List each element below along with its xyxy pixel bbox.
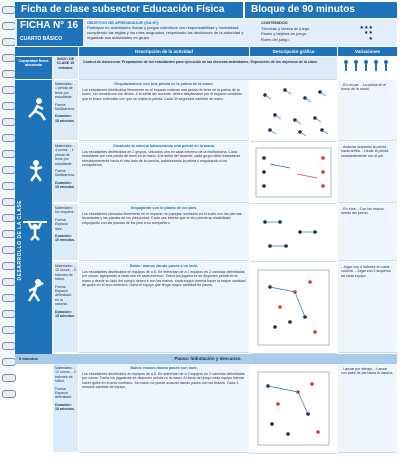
spiral-ring — [2, 294, 16, 302]
activity-text: Los estudiantes distribuidos libremente en el espacio realizan una pelota de tenis en la palma de la mano, sin tomarla con los dedos. A la señal del docente, deben desplazarse por el espacio cuidando que el brazo extendido con que se sujeta la pelota. Cada 30 segundos cambiar de mano. — [82, 88, 243, 101]
activity-variations-cell — [338, 364, 397, 453]
activity-diagram — [250, 262, 337, 353]
capacity-label: Capacidad física abordada — [18, 59, 49, 67]
court-outline — [256, 148, 331, 197]
activity-meta-cell — [53, 80, 78, 141]
activity-meta-cell — [53, 204, 78, 261]
spiral-ring — [2, 326, 16, 334]
player-marker — [262, 170, 266, 174]
spiral-ring — [2, 310, 16, 318]
spiral-ring — [2, 214, 16, 222]
player-marker — [313, 230, 317, 234]
content-label: Roles del juego. — [261, 36, 290, 42]
column-header-graphic: Descripción gráfica — [250, 47, 337, 56]
course-label: CUARTO BÁSICO — [20, 36, 63, 42]
activity-organization: Forma: Espacio delimitado en la cancha. — [55, 284, 72, 307]
player-marker — [276, 402, 280, 406]
activity-description-cell — [79, 80, 249, 141]
capacity-cell — [15, 57, 52, 79]
pause-label: Pausa: hidratación y descanso. — [174, 356, 242, 361]
activity-text: Los estudiantes distribuidos en equipos de a 6. Se enfrentan de a 2 equipos en 2 canchas delimitadas por conos. Todos los jugadores se disponen pelota en la mano. Al inicio del juego cada equipo intenta hacer goles en el arco contrario. Sin balón no puede avanzar dando pases con los brazos. Cada 3 minutos cambiar de equipo. — [82, 372, 245, 390]
ficha-badge — [17, 19, 83, 46]
worksheet-title: Ficha de clase subsector Educación Física — [21, 4, 225, 15]
juggler-icon — [23, 157, 49, 183]
movement-arrow — [295, 292, 305, 317]
activity-title: Balón: manos dando pases con bote. — [130, 366, 198, 370]
activity-text: Los estudiantes distribuidos en equipos de a 6. Se enfrentan de a 2 equipos en 2 canchas delimitadas por conos, agrupando a cada uno en cada extremo. Todos los jugadores se disponen pelota en la mano y desde su lado del campo deben ir con las manos, cada equipo intenta hacer la mayor cantidad de goles en el arco contrario. Gana el equipo que tenga mayor cantidad de pases. — [82, 270, 246, 288]
activity-variations-cell — [338, 262, 397, 353]
player-marker — [270, 422, 274, 426]
activity-organization: Forma: Espacio libre. — [55, 217, 68, 231]
column-header-variations: Variaciones — [338, 47, 397, 56]
player-marker — [321, 170, 325, 174]
activity-meta-cell — [53, 262, 78, 353]
content-label: Técnicas y táctica de juego. — [261, 25, 311, 31]
activity-variations: - En tríos. - Con los brazos detrás del pecho. — [341, 207, 384, 216]
activity-duration: Duración: 10 minutos. — [55, 234, 75, 243]
contents-block — [261, 20, 395, 42]
player-marker — [284, 244, 288, 248]
activity-graphic-cell — [250, 80, 337, 142]
spiral-ring — [2, 102, 16, 110]
activity-text: Los estudiantes distribuidos en 2 grupos, ubicados uno en cada extremo de la multicancha. Cada estudiante con una pelota de tenis en la mano. A la señal del docente, cada grupo debe trasladarse simultáneamente hacia el otro lado de la cancha, balanceando la pelota y esquivando a los compañeros. — [82, 150, 241, 168]
player-marker — [308, 280, 312, 284]
activity-variations-cell — [338, 142, 397, 203]
spiral-ring — [2, 150, 16, 158]
player-marker — [278, 220, 282, 224]
activity-materials: Materiales: - 4 conos. - 1 pelota de tenis por estudiante. — [55, 144, 75, 166]
movement-arrow — [315, 118, 321, 122]
movement-arrow — [295, 120, 301, 124]
objectives-title: OBJETIVO DE APRENDIZAJE (OA N°) — [87, 20, 159, 25]
worksheet-page — [15, 2, 397, 412]
development-side-label: DESARROLLO DE LA CLASE — [17, 200, 23, 281]
activity-meta-cell — [53, 142, 78, 203]
activity-diagram — [250, 204, 337, 261]
pause-time: 5 minutos — [19, 356, 38, 361]
column-header-description: Descripción de la actividad — [79, 47, 249, 56]
objectives-text: Participar en actividades físicas y juegos colectivos con responsabilidad y honestidad, cumpliendo las reglas y los roles asignados, respetando las decisiones de la autoridad y organizar sus actividades en grupo. — [87, 25, 244, 40]
activity-description-cell — [79, 262, 249, 353]
activity-diagram — [250, 364, 337, 453]
title-bar — [15, 2, 397, 18]
pause-bar — [15, 354, 397, 364]
activity-graphic-cell — [250, 262, 337, 354]
warmup-description-cell — [79, 57, 337, 80]
activity-variations: - Jugar con 4 balones en cada cancha. - Jugar con 2 arqueros en cada equipo. — [341, 265, 391, 278]
activity-materials: Materiales: - 1 pelota de tenis por estudiante. — [55, 82, 75, 100]
warmup-description: Control de Asistencia. Preparación de los estudiantes para ejecución de las diversas actividades. Exposición de los objetivos de la clase. — [83, 60, 318, 64]
movement-arrow — [300, 132, 306, 136]
spiral-ring — [2, 54, 16, 62]
spiral-ring — [2, 6, 16, 14]
player-marker — [268, 244, 272, 248]
movement-arrow — [268, 386, 298, 392]
player-marker — [313, 330, 317, 334]
thrower-icon — [23, 277, 49, 303]
activity-duration: Duración: 15 minutos. — [55, 309, 75, 319]
activity-title: Balón: manos dando pases a un lado. — [129, 264, 199, 268]
content-stars: ★★ — [364, 30, 373, 36]
spiral-ring — [2, 166, 16, 174]
header-panel — [15, 19, 397, 46]
activity-organization: Forma: Multicarrera. — [55, 102, 75, 112]
player-marker — [310, 382, 314, 386]
activity-grid — [15, 57, 397, 412]
spiral-ring — [2, 358, 16, 366]
player-marker — [316, 430, 320, 434]
spiral-ring — [2, 38, 16, 46]
spiral-ring — [2, 246, 16, 254]
activity-description-cell — [79, 364, 249, 453]
spiral-ring — [2, 118, 16, 126]
activity-graphic-cell — [250, 142, 337, 204]
content-stars: ★ — [368, 35, 373, 42]
activity-description-cell — [79, 142, 249, 203]
activity-variations-cell — [338, 204, 397, 261]
activity-duration: Duración: 15 minutos. — [55, 402, 75, 412]
activity-variations: - Avanzar lanzando la pelota hacia arriba. - Llevar la pelota constantemente con el pie. — [341, 145, 389, 158]
activity-title: Cruzando la cancha balanceando una pelota en la mano. — [112, 144, 216, 148]
spiral-ring — [2, 182, 16, 190]
movement-arrow — [285, 90, 291, 94]
player-marker — [321, 184, 325, 188]
ficha-number: FICHA N° 16 — [20, 20, 79, 31]
activity-variations: - En un pie. - La pelota en el dorso de la mano. — [341, 83, 387, 92]
spiral-ring — [2, 134, 16, 142]
activity-diagram — [250, 142, 337, 203]
activity-graphic-cell — [250, 204, 337, 262]
activity-duration: Duración: 15 minutos — [55, 114, 74, 123]
movement-arrow — [270, 287, 295, 292]
weightlifter-icon — [21, 217, 49, 241]
spiral-binding — [0, 0, 14, 400]
activity-materials: Materiales: - 12 conos. - 3 balones de fútbol. — [55, 264, 76, 282]
movement-arrow — [270, 164, 290, 168]
spiral-ring — [2, 198, 16, 206]
movement-arrow — [298, 392, 308, 414]
activity-materials: Materiales: - 12 conos. - 2 balones de fútbol. — [55, 366, 76, 384]
player-marker — [286, 432, 290, 436]
movement-arrow — [297, 174, 317, 178]
warmup-figures-icon — [338, 57, 397, 79]
activity-organization: Forma: Multicarrera. — [55, 169, 75, 178]
title-separator — [243, 2, 245, 18]
spiral-ring — [2, 278, 16, 286]
spiral-ring — [2, 22, 16, 30]
warmup-figures — [338, 57, 397, 79]
spiral-ring — [2, 70, 16, 78]
activity-organization: Forma: Espacio delimitado. — [55, 386, 73, 400]
activity-variations: - Lanzar por debajo. - Lanzar con pase de pie hacia la cancha. — [341, 367, 394, 376]
movement-arrow — [320, 92, 326, 96]
movement-arrow — [275, 115, 281, 119]
activity-materials: Materiales: No requiere. — [55, 206, 75, 215]
movement-arrow — [265, 95, 271, 99]
movement-arrow — [305, 98, 311, 102]
contents-title: CONTENIDOS — [261, 20, 288, 25]
objectives-block — [87, 20, 257, 40]
activity-variations-cell — [338, 80, 397, 141]
activity-meta-cell — [53, 364, 78, 453]
player-marker — [273, 325, 277, 329]
content-stars: ★★★ — [359, 24, 373, 31]
activity-graphic-cell — [250, 364, 337, 454]
spiral-ring — [2, 86, 16, 94]
court-outline — [258, 372, 329, 445]
block-duration: Bloque de 90 minutos — [251, 4, 355, 15]
court-outline — [258, 270, 329, 345]
movement-arrow — [322, 130, 328, 134]
activity-description-cell — [79, 204, 249, 261]
player-marker — [288, 320, 292, 324]
activity-title: Empujando con la planta de los pies. — [130, 206, 198, 210]
spiral-ring — [2, 374, 16, 382]
player-marker — [278, 305, 282, 309]
player-marker — [263, 220, 267, 224]
spiral-ring — [2, 390, 16, 398]
activity-duration: Duración: 15 minutos — [55, 180, 74, 190]
activity-text: Los estudiantes ubicados libremente en el espacio, en parejas, sentados en el suelo con las piernas levantadas y las plantas de los pies juntas. Cada uno intenta que el otro pierda su estabilidad empujando con las plantas de los pies a su compañero. — [82, 212, 242, 225]
player-marker — [298, 230, 302, 234]
player-marker — [321, 156, 325, 160]
player-marker — [262, 156, 266, 160]
player-marker — [262, 184, 266, 188]
spiral-ring — [2, 342, 16, 350]
movement-arrow — [270, 130, 276, 134]
activity-title: Desplazándose con una pelota en la palma de la mano. — [114, 82, 214, 86]
activity-diagram — [250, 80, 337, 141]
content-label: Pases y tarjetas en juego. — [261, 31, 308, 36]
content-row — [261, 37, 395, 43]
runner-icon — [25, 97, 49, 121]
column-header-left — [15, 47, 78, 56]
spiral-ring — [2, 262, 16, 270]
start-of-class-cell: INICIO DE CLASE 15 minutos — [53, 57, 78, 80]
spiral-ring — [2, 230, 16, 238]
